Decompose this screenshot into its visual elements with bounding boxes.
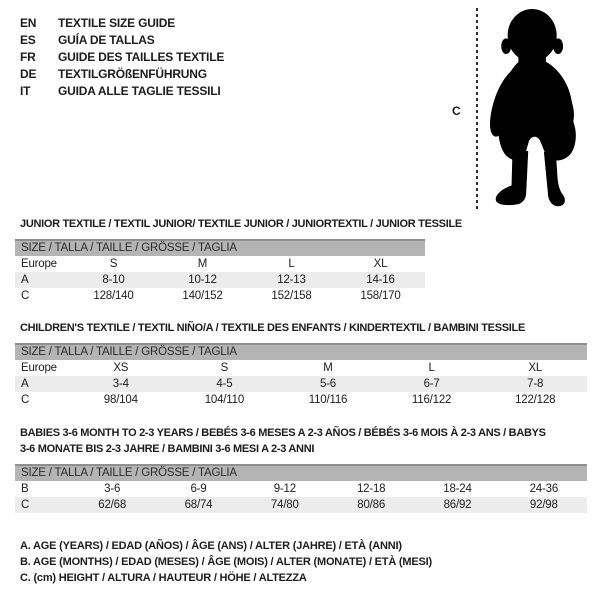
language-row-en	[20, 15, 224, 32]
row-label: C	[21, 499, 30, 511]
language-label: TEXTILGRÖßENFÜHRUNG	[58, 67, 207, 81]
language-row-de	[20, 66, 224, 83]
table-cell: 12-18	[356, 483, 386, 495]
footnote-b: B. AGE (MONTHS) / EDAD (MESES) / ÂGE (MOIS) / ALTER (MONATE) / ETÀ (MESI)	[20, 555, 432, 568]
table-cell: 110/116	[308, 394, 348, 406]
language-code: IT	[20, 84, 31, 98]
footnotes	[20, 539, 432, 586]
table-cell: 62/68	[98, 499, 127, 511]
language-row-it	[20, 83, 224, 100]
table-cell: 158/170	[360, 290, 401, 302]
table-cell: S	[220, 362, 229, 374]
height-measure-line	[476, 8, 478, 210]
table-cell: L	[428, 362, 435, 374]
junior-table-title: JUNIOR TEXTILE / TEXTIL JUNIOR/ TEXTILE JUNIOR / JUNIORTEXTIL / JUNIOR TESSILE	[20, 218, 462, 230]
table-cell: XL	[528, 362, 543, 374]
table-row	[15, 481, 587, 497]
table-cell: 12-13	[277, 274, 306, 286]
table-cell: 3-6	[104, 483, 121, 495]
table-cell: 9-12	[273, 483, 296, 495]
babies-table-title: BABIES 3-6 MONTH TO 2-3 YEARS / BEBÉS 3-6 MESES A 2-3 AÑOS / BÉBÉS 3-6 MOIS À 2-3 ANS / BABYS 3-6 MONATE BIS 2-3 JAHRE / BAMBINI 3-6 MESI A 2-3 ANNI	[20, 427, 546, 455]
babies-size-table	[15, 464, 587, 513]
table-cell: S	[109, 258, 118, 270]
height-measure-label: C	[452, 104, 461, 118]
language-code: EN	[20, 16, 37, 30]
table-cell: L	[288, 258, 295, 270]
table-cell: 14-16	[366, 274, 395, 286]
table-row	[15, 392, 587, 408]
table-cell: XS	[113, 362, 129, 374]
language-label: GUIDE DES TAILLES TEXTILE	[58, 50, 225, 64]
children-table-title: CHILDREN'S TEXTILE / TEXTIL NIÑO/A / TEXTILE DES ENFANTS / KINDERTEXTIL / BAMBINI TESSILE	[20, 322, 525, 334]
table-cell: M	[197, 258, 208, 270]
junior-size-table	[15, 239, 425, 304]
table-row	[15, 360, 587, 376]
table-cell: 6-9	[190, 483, 207, 495]
language-list	[20, 15, 224, 100]
table-cell: 4-5	[216, 378, 233, 390]
table-cell: 5-6	[319, 378, 336, 390]
table-cell: 122/128	[515, 394, 556, 406]
table-row	[15, 272, 425, 288]
language-code: DE	[20, 67, 37, 81]
children-size-table	[15, 343, 587, 408]
table-cell: 92/98	[529, 499, 558, 511]
table-cell: 18-24	[443, 483, 472, 495]
table-cell: 68/74	[184, 499, 213, 511]
table-cell: 98/104	[103, 394, 138, 406]
size-table-header: SIZE / TALLA / TAILLE / GRÖSSE / TAGLIA	[15, 464, 587, 481]
table-cell: 8-10	[102, 274, 125, 286]
row-label: C	[21, 394, 30, 406]
table-cell: 3-4	[112, 378, 129, 390]
table-cell: 80/86	[357, 499, 386, 511]
table-cell: 116/122	[411, 394, 452, 406]
table-row	[15, 376, 587, 392]
row-label: Europe	[21, 362, 57, 374]
footnote-c: C. (cm) HEIGHT / ALTURA / HAUTEUR / HÖHE / ALTEZZA	[20, 571, 307, 584]
table-cell: XL	[373, 258, 388, 270]
table-cell: 152/158	[271, 290, 312, 302]
row-label: Europe	[21, 258, 57, 270]
language-row-es	[20, 32, 224, 49]
table-cell: 74/80	[270, 499, 299, 511]
table-cell: 7-8	[527, 378, 544, 390]
table-row	[15, 497, 587, 513]
row-label: A	[21, 274, 29, 286]
table-row	[15, 288, 425, 304]
table-cell: 24-36	[529, 483, 559, 495]
table-cell: M	[323, 362, 333, 374]
size-table-header: SIZE / TALLA / TAILLE / GRÖSSE / TAGLIA	[15, 343, 587, 360]
language-code: ES	[20, 33, 36, 47]
toddler-silhouette-icon	[487, 6, 592, 212]
table-row	[15, 256, 425, 272]
language-label: GUÍA DE TALLAS	[58, 33, 155, 47]
table-cell: 6-7	[423, 378, 440, 390]
row-label: C	[21, 290, 30, 302]
table-cell: 104/110	[204, 394, 245, 406]
row-label: A	[21, 378, 29, 390]
table-cell: 10-12	[188, 274, 217, 286]
language-label: GUIDA ALLE TAGLIE TESSILI	[58, 84, 221, 98]
footnote-a: A. AGE (YEARS) / EDAD (AÑOS) / ÂGE (ANS) / ALTER (JAHRE) / ETÀ (ANNI)	[20, 540, 402, 552]
size-table-header: SIZE / TALLA / TAILLE / GRÖSSE / TAGLIA	[15, 239, 425, 256]
language-label: TEXTILE SIZE GUIDE	[58, 16, 176, 30]
language-code: FR	[20, 50, 36, 64]
table-cell: 128/140	[93, 290, 134, 302]
language-row-fr	[20, 49, 224, 66]
table-cell: 140/152	[182, 290, 223, 302]
row-label: B	[21, 483, 29, 495]
table-cell: 86/92	[443, 499, 472, 511]
